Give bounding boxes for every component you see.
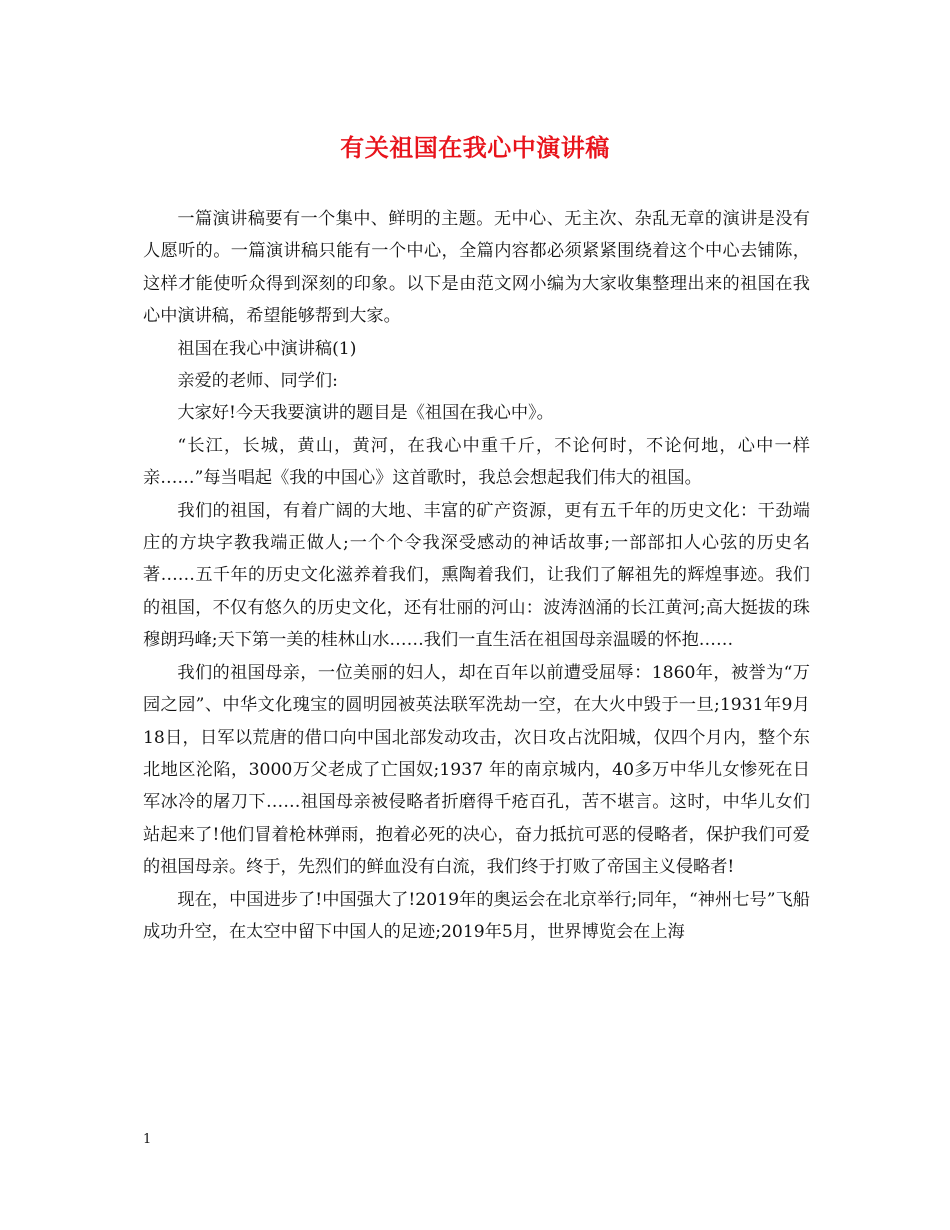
paragraph-song: “长江，长城，黄山，黄河，在我心中重千斤，不论何时，不论何地，心中一样亲……”每当唱起《我的中国心》这首歌时，我总会想起我们伟大的祖国。 [143, 435, 810, 489]
paragraph-salutation: 亲爱的老师、同学们: [177, 371, 338, 392]
page-number: 1 [143, 1132, 152, 1147]
paragraph-greeting: 大家好!今天我要演讲的题目是《祖国在我心中》。 [177, 403, 554, 424]
document-title: 有关祖国在我心中演讲稿 [340, 134, 610, 162]
document-body [143, 203, 810, 948]
paragraph-speech-heading: 祖国在我心中演讲稿(1) [177, 338, 357, 359]
paragraph-progress: 现在，中国进步了!中国强大了!2019年的奥运会在北京举行;同年，“神州七号”飞船成功升空，在太空中留下中国人的足迹;2019年5月，世界博览会在上海 [143, 889, 810, 942]
paragraph-culture: 我们的祖国，有着广阔的大地、丰富的矿产资源，更有五千年的历史文化：干劲端庄的方块字教我端正做人;一个个令我深受感动的神话故事;一部部扣人心弦的历史名著……五千年的历史文化滋养着我们，熏陶着我们，让我们了解祖先的辉煌事迹。我们的祖国，不仅有悠久的历史文化，还有壮丽的河山：波涛汹涌的长江黄河;高大挺拔的珠穆朗玛峰;天下第一美的桂林山水……我们一直生活在祖国母亲温暖的怀抱…… [143, 500, 810, 651]
paragraph-intro: 一篇演讲稿要有一个集中、鲜明的主题。无中心、无主次、杂乱无章的演讲是没有人愿听的。一篇演讲稿只能有一个中心，全篇内容都必须紧紧围绕着这个中心去铺陈，这样才能使听众得到深刻的印象。以下是由范文网小编为大家收集整理出来的祖国在我心中演讲稿，希望能够帮到大家。 [143, 209, 810, 327]
paragraph-history: 我们的祖国母亲，一位美丽的妇人，却在百年以前遭受屈辱：1860年，被誉为“万园之园”、中华文化瑰宝的圆明园被英法联军洗劫一空，在大火中毁于一旦;1931年9月18日，日军以荒唐的借口向中国北部发动攻击，次日攻占沈阳城，仅四个月内，整个东北地区沦陷，3000万父老成了亡国奴;1937 年的南京城内，40多万中华儿女惨死在日军冰冷的屠刀下……祖国母亲被侵略者折磨得千疮百孔，苦不堪言。这时，中华儿女们站起来了!他们冒着枪林弹雨，抱着必死的决心，奋力抵抗可恶的侵略者，保护我们可爱的祖国母亲。终于，先烈们的鲜血没有白流，我们终于打败了帝国主义侵略者! [143, 662, 810, 878]
